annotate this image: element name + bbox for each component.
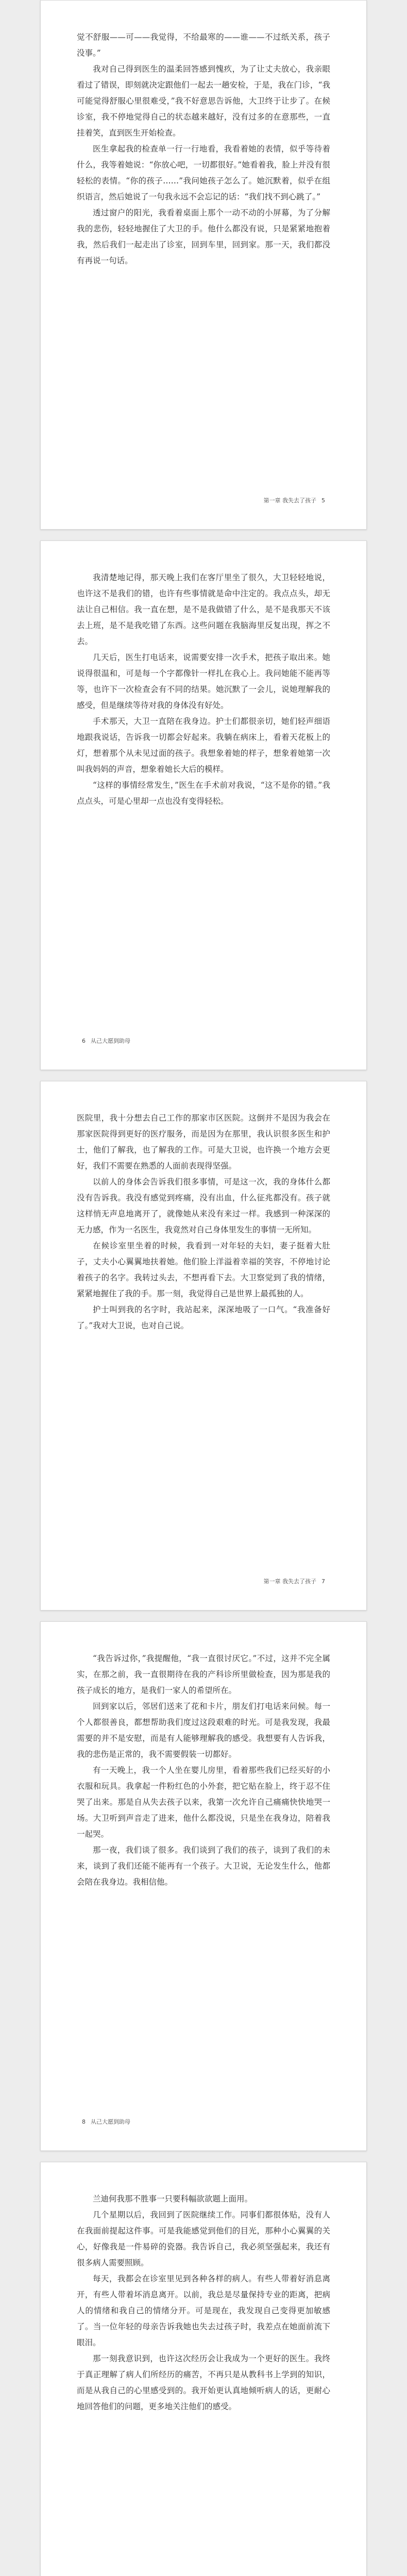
paragraph: 有一天晚上，我一个人坐在婴儿房里，看着那些我们已经买好的小衣服和玩具。我拿起一件粉红色的小外套，把它贴在脸上，终于忍不住哭了出来。那是自从失去孩子以来，我第一次允许自己痛痛快快地哭一场。大卫听到声音走了进来，他什么都没说，只是坐在我身边，陪着我一起哭。 bbox=[77, 1766, 330, 1839]
page-number: 6 bbox=[82, 1038, 86, 1044]
paragraph: 几天后，医生打电话来，说需要安排一次手术，把孩子取出来。她说得很温和，可是每一个字都像针一样扎在我心上。我问她能不能再等等，也许下一次检查会有不同的结果。她沉默了一会儿，说她理解我的感受，但是继续等待对我的身体没有好处。 bbox=[77, 653, 330, 710]
book-label: 从己大愿到助母 bbox=[91, 1038, 130, 1044]
book-page-5 bbox=[40, 2162, 367, 2576]
page-footer bbox=[77, 1037, 130, 1045]
paragraph: 护士叫到我的名字时，我站起来，深深地吸了一口气。“我准备好了。”我对大卫说，也对自己说。 bbox=[77, 1305, 330, 1330]
paragraph: 我对自己得到医生的温柔回答感到愧疚，为了让丈夫放心，我亲眼看过了错误，即刻就决定跟他们一起去一趟安检，于是，我在门诊，“我可能觉得舒服心里很难受，”我不好意思告诉他，大卫终于让步了。在候诊室，我不停地觉得自己的状态越来越好，没有过多的在意那些，一直挂着笑，直到医生开始检查。 bbox=[77, 64, 330, 138]
chapter-label: 第一章 我失去了孩子 bbox=[263, 497, 316, 504]
page-body bbox=[77, 1110, 330, 1334]
page-footer bbox=[264, 496, 331, 504]
page-number: 8 bbox=[82, 2119, 86, 2125]
paragraph: 每天，我都会在诊室里见到各种各样的病人。有些人带着好消息离开，有些人带着坏消息离开。以前，我总是尽量保持专业的距离，把病人的情绪和我自己的情绪分开。可是现在，我发现自己变得更加敏感了。当一位年轻的母亲告诉我她也失去过孩子时，我差点在她面前流下眼泪。 bbox=[77, 2274, 330, 2347]
paragraph: “我告诉过你，”我提醒他，“我一直很讨厌它。”不过，这并不完全属实，在那之前，我一直很期待在我的产科诊所里做检查，因为那是我的孩子成长的地方，是我们一家人的希望所在。 bbox=[77, 1654, 330, 1695]
page-body bbox=[77, 2191, 330, 2415]
paragraph: “这样的事情经常发生，”医生在手术前对我说，“这不是你的错。”我点点头，可是心里却一点也没有变得轻松。 bbox=[77, 781, 330, 806]
book-page-2 bbox=[40, 540, 367, 1070]
page-footer bbox=[77, 2117, 130, 2126]
page-body bbox=[77, 570, 330, 809]
book-page-1 bbox=[40, 0, 367, 530]
paragraph: 我清楚地记得，那天晚上我们在客厅里坐了很久，大卫轻轻地说，也许这不是我们的错，也许有些事情就是命中注定的。我点点头，却无法让自己相信。我一直在想，是不是我做错了什么，是不是我那天不该去上班，是不是我吃错了东西。这些问题在我脑海里反复出现，挥之不去。 bbox=[77, 573, 330, 646]
paragraph: 兰迪何我那不胜事一只要科幅欲欲题上面用。 bbox=[93, 2194, 253, 2204]
book-page-4 bbox=[40, 1621, 367, 2151]
paragraph: 手术那天，大卫一直陪在我身边。护士们都很亲切，她们轻声细语地跟我说话，告诉我一切都会好起来。我躺在病床上，看着天花板上的灯，想着那个从未见过面的孩子。我想象着她的样子，想象着她第一次叫我妈妈的声音，想象着她长大后的模样。 bbox=[77, 717, 330, 774]
paragraph: 那一刻我意识到，也许这次经历会让我成为一个更好的医生。我终于真正理解了病人们所经历的痛苦，不再只是从教科书上学到的知识，而是从我自己的心里感受到的。我开始更认真地倾听病人的话，更耐心地回答他们的问题，更多地关注他们的感受。 bbox=[77, 2354, 330, 2411]
paragraph: 医生拿起我的检查单一行一行地看，我看着她的表情，似乎等待着什么，我等着她说：“你放心吧，一切都很好。”她看着我，脸上并没有很轻松的表情。“你的孩子……”我问她孩子怎么了。她沉默着，似乎在组织语言，然后她说了一句我永远不会忘记的话：“我们找不到心跳了。” bbox=[77, 144, 330, 201]
paragraph: 几个星期以后，我回到了医院继续工作。同事们都很体贴，没有人在我面前提起这件事。可是我能感觉到他们的目光，那种小心翼翼的关心，好像我是一件易碎的瓷器。我告诉自己，我必须坚强起来，我还有很多病人需要照顾。 bbox=[77, 2210, 330, 2267]
page-number: 5 bbox=[321, 497, 325, 504]
page-number: 7 bbox=[321, 1578, 325, 1585]
book-page-3 bbox=[40, 1081, 367, 1611]
paragraph: 回到家以后，邻居们送来了花和卡片，朋友们打电话来问候。每一个人都很善良，都想帮助我们度过这段艰难的时光。可是我发现，我最需要的并不是安慰，而是有人能够理解我的感受。我想要有人告诉我，我的悲伤是正常的，我不需要假装一切都好。 bbox=[77, 1702, 330, 1759]
paragraph: 那一夜，我们谈了很多。我们谈到了我们的孩子，谈到了我们的未来，谈到了我们还能不能再有一个孩子。大卫说，无论发生什么，他都会陪在我身边。我相信他。 bbox=[77, 1845, 330, 1887]
book-label: 从己大愿到助母 bbox=[91, 2119, 130, 2125]
paragraph: 在候诊室里坐着的时候，我看到一对年轻的夫妇，妻子挺着大肚子，丈夫小心翼翼地扶着她。他们脸上洋溢着幸福的笑容，不停地讨论着孩子的名字。我转过头去，不想再看下去。大卫察觉到了我的情绪，紧紧地握住了我的手。那一刻，我觉得自己是世界上最孤独的人。 bbox=[77, 1241, 330, 1298]
page-body bbox=[77, 1651, 330, 1890]
page-footer bbox=[264, 1577, 331, 1585]
paragraph: 透过窗户的阳光，我看着桌面上那个一动不动的小屏幕，为了分解我的悲伤，轻轻地握住了大卫的手。他什么都没有说，只是紧紧地抱着我，然后我们一起走出了诊室，回到车里，回到家。那一天，我们都没有再说一句话。 bbox=[77, 208, 330, 265]
chapter-label: 第一章 我失去了孩子 bbox=[263, 1578, 316, 1585]
paragraph: 以前人的身体会告诉我们很多事情，可是这一次，我的身体什么都没有告诉我。我没有感觉到疼痛，没有出血，什么征兆都没有。孩子就这样悄无声息地离开了，就像她从来没有来过一样。我感到一种深深的无力感，作为一名医生，我竟然对自己身体里发生的事情一无所知。 bbox=[77, 1177, 330, 1234]
page-body bbox=[77, 29, 330, 269]
paragraph: 觉不舒服——可——我觉得，不给最寒的——谁——不过纸关系，孩子没事。” bbox=[77, 32, 330, 58]
paragraph: 医院里，我十分想去自己工作的那家市区医院。这倒并不是因为我会在那家医院得到更好的医疗服务，而是因为在那里，我认识很多医生和护士，他们了解我，也了解我的工作。可是大卫说，也许换一个地方会更好，我们不需要在熟悉的人面前表现得坚强。 bbox=[77, 1113, 330, 1171]
